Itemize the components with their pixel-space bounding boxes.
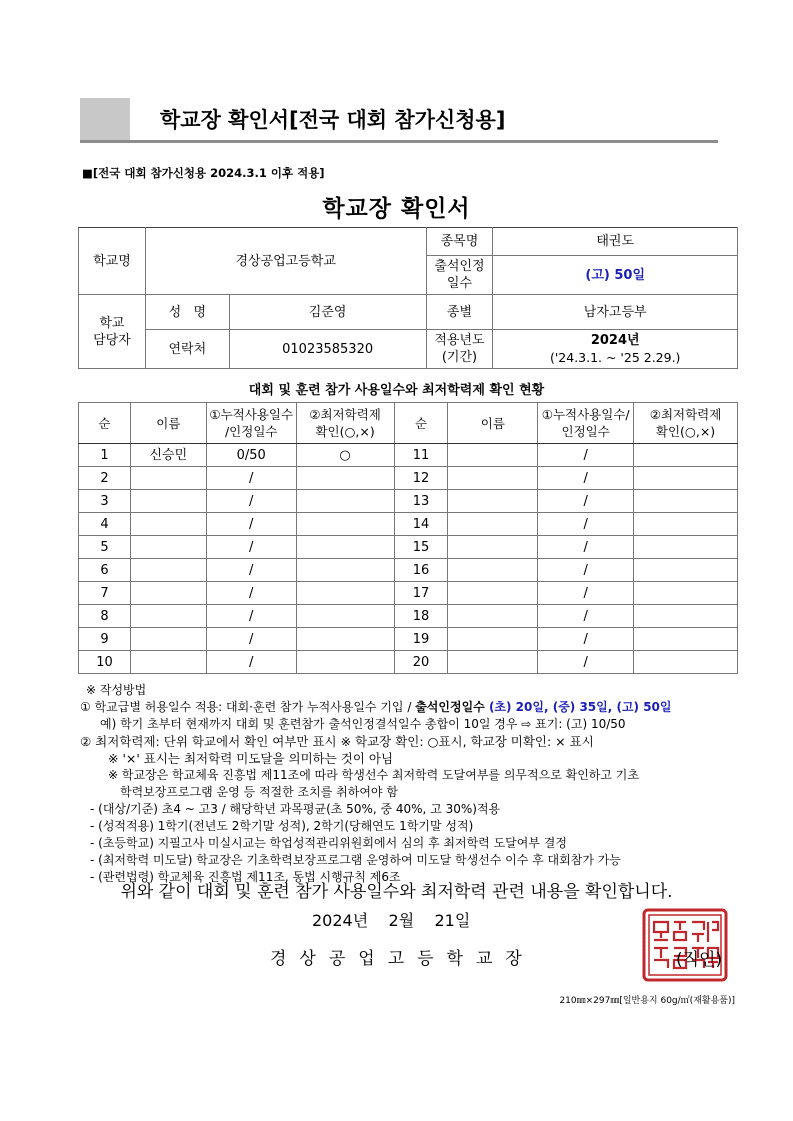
row-used-right: /	[538, 605, 634, 628]
date-text: 2024년 2월 21일	[312, 911, 471, 930]
row-used-right: /	[538, 467, 634, 490]
row-used: /	[206, 651, 296, 674]
note-d1: - (대상/기준) 초4 ~ 고3 / 해당학년 과목평균(초 50%, 중 40%, 고 30%)적용	[90, 802, 501, 816]
event-value: 태권도	[493, 228, 738, 256]
table-row	[79, 490, 738, 513]
row-min-right	[634, 605, 738, 628]
row-min	[296, 513, 394, 536]
attend-label: 출석인정 일수	[426, 256, 493, 295]
row-name	[130, 559, 206, 582]
row-name-right	[448, 467, 538, 490]
col-used-right: ①누적사용일수/ 인정일수	[538, 403, 634, 444]
row-used: /	[206, 513, 296, 536]
contact-label: 연락처	[145, 330, 229, 369]
row-no-right: 12	[394, 467, 448, 490]
section-title: 대회 및 훈련 참가 사용일수와 최저학력제 확인 현황	[248, 383, 545, 398]
row-no: 3	[79, 490, 131, 513]
note-1-blue: (초) 20일, (중) 35일, (고) 50일	[488, 700, 672, 714]
table-row	[79, 444, 738, 467]
event-label: 종목명	[426, 228, 493, 256]
year-period: ('24.3.1. ~ '25 2.29.)	[549, 350, 681, 365]
col-no-right: 순	[394, 403, 448, 444]
table-row	[79, 605, 738, 628]
year-value: 2024년	[590, 333, 640, 348]
paper-spec: 210㎜×297㎜[일반용지 60g/㎡(재활용품)]	[559, 996, 735, 1006]
row-no-right: 18	[394, 605, 448, 628]
row-name-right	[448, 559, 538, 582]
row-used: /	[206, 536, 296, 559]
school-label: 학교명	[79, 228, 146, 295]
note-2-b1: ※ 학교장은 학교체육 진흥법 제11조에 따라 학생선수 최저학력 도달여부를 의무적으로 확인하고 기초	[108, 768, 639, 782]
row-no-right: 13	[394, 490, 448, 513]
row-name-right	[448, 444, 538, 467]
row-name-right	[448, 490, 538, 513]
row-no-right: 15	[394, 536, 448, 559]
row-no: 10	[79, 651, 131, 674]
row-name-right	[448, 536, 538, 559]
row-min	[296, 536, 394, 559]
row-min-right	[634, 536, 738, 559]
table-row	[79, 513, 738, 536]
row-min-right	[634, 490, 738, 513]
col-used: ①누적사용일수 /인정일수	[206, 403, 296, 444]
table-row	[79, 536, 738, 559]
row-used: /	[206, 467, 296, 490]
row-used-right: /	[538, 490, 634, 513]
row-name-right	[448, 651, 538, 674]
row-name-right	[448, 582, 538, 605]
row-min-right	[634, 628, 738, 651]
year-label: 적용년도 (기간)	[426, 330, 493, 369]
manager-label: 학교 담당자	[79, 295, 146, 369]
note-1-example: 예) 학기 초부터 현재까지 대회 및 훈련참가 출석인정결석일수 총합이 10일 경우 ⇨ 표기: (고) 10/50	[100, 717, 626, 731]
note-2: ② 최저학력제: 단위 학교에서 확인 여부만 표시 ※ 학교장 확인: ○표시, 학교장 미확인: × 표시	[80, 734, 594, 749]
row-min	[296, 582, 394, 605]
name-label: 성 명	[145, 295, 229, 330]
row-name	[130, 513, 206, 536]
row-name-right	[448, 513, 538, 536]
instructions	[80, 682, 740, 886]
row-min	[296, 467, 394, 490]
row-min-right	[634, 513, 738, 536]
note-2-b2: 학력보장프로그램 운영 등 적절한 조치를 취하여야 함	[120, 785, 398, 799]
row-no-right: 17	[394, 582, 448, 605]
row-min-right	[634, 467, 738, 490]
row-used-right: /	[538, 536, 634, 559]
row-no-right: 14	[394, 513, 448, 536]
row-used-right: /	[538, 651, 634, 674]
row-used: /	[206, 559, 296, 582]
row-used: /	[206, 582, 296, 605]
row-name-right	[448, 628, 538, 651]
col-name: 이름	[130, 403, 206, 444]
note-1-text: ① 학교급별 허용일수 적용: 대회·훈련 참가 누적사용일수 기입 /	[80, 700, 416, 714]
row-no: 8	[79, 605, 131, 628]
name-value: 김준영	[229, 295, 426, 330]
row-name-right	[448, 605, 538, 628]
header-rule	[80, 140, 718, 143]
table-row	[79, 651, 738, 674]
row-name	[130, 467, 206, 490]
note-1	[80, 699, 740, 716]
contact-value: 01023585320	[229, 330, 426, 369]
row-min	[296, 628, 394, 651]
row-min	[296, 605, 394, 628]
usage-table	[78, 402, 738, 674]
row-name	[130, 582, 206, 605]
form-tag: ■[전국 대회 참가신청용 2024.3.1 이후 적용]	[82, 166, 325, 180]
row-name	[130, 536, 206, 559]
row-min	[296, 490, 394, 513]
row-used-right: /	[538, 444, 634, 467]
note-1-bold: 출석인정일수	[415, 700, 489, 714]
row-no: 4	[79, 513, 131, 536]
col-min: ②최저학력제 확인(○,×)	[296, 403, 394, 444]
category-value: 남자고등부	[493, 295, 738, 330]
notes-title: ※ 작성방법	[86, 683, 147, 697]
row-no: 5	[79, 536, 131, 559]
table-row	[79, 628, 738, 651]
row-min-right	[634, 582, 738, 605]
year-cell	[493, 330, 738, 369]
row-no: 6	[79, 559, 131, 582]
col-no: 순	[79, 403, 131, 444]
confirm-text: 위와 같이 대회 및 훈련 참가 사용일수와 최저학력 관련 내용을 확인합니다.	[120, 882, 673, 902]
row-no: 7	[79, 582, 131, 605]
row-used: /	[206, 605, 296, 628]
table-row	[79, 559, 738, 582]
row-used-right: /	[538, 513, 634, 536]
row-name	[130, 490, 206, 513]
row-min-right	[634, 444, 738, 467]
seal-label: (직인)	[676, 950, 723, 970]
row-name	[130, 628, 206, 651]
row-no: 1	[79, 444, 131, 467]
row-used: /	[206, 490, 296, 513]
note-2-a: ※ '×' 표시는 최저학력 미도달을 의미하는 것이 아님	[108, 751, 394, 766]
row-name	[130, 605, 206, 628]
note-d2: - (성적적용) 1학기(전년도 2학기말 성적), 2학기(당해연도 1학기말 성적)	[90, 819, 474, 833]
row-no: 2	[79, 467, 131, 490]
document-title: 학교장 확인서	[322, 196, 471, 222]
col-name-right: 이름	[448, 403, 538, 444]
row-no-right: 11	[394, 444, 448, 467]
row-used: 0/50	[206, 444, 296, 467]
note-d5: - (관련법령) 학교체육 진흥법 제11조, 동법 시행규칙 제6조	[90, 870, 401, 884]
row-min	[296, 651, 394, 674]
header-gray-block	[80, 98, 130, 140]
header-title: 학교장 확인서[전국 대회 참가신청용]	[160, 108, 506, 132]
row-no-right: 19	[394, 628, 448, 651]
row-no: 9	[79, 628, 131, 651]
attend-value: (고) 50일	[493, 256, 738, 295]
row-used-right: /	[538, 582, 634, 605]
row-min: ○	[296, 444, 394, 467]
row-min	[296, 559, 394, 582]
row-min-right	[634, 559, 738, 582]
row-used-right: /	[538, 559, 634, 582]
table-row	[79, 467, 738, 490]
row-used: /	[206, 628, 296, 651]
note-d4: - (최저학력 미도달) 학교장은 기초학력보장프로그램 운영하여 미도달 학생선수 이수 후 대회참가 가능	[90, 853, 621, 867]
row-used-right: /	[538, 628, 634, 651]
row-no-right: 20	[394, 651, 448, 674]
row-name	[130, 651, 206, 674]
col-min-right: ②최저학력제 확인(○,×)	[634, 403, 738, 444]
category-label: 종별	[426, 295, 493, 330]
row-min-right	[634, 651, 738, 674]
table-row	[79, 582, 738, 605]
school-value: 경상공업고등학교	[145, 228, 426, 295]
row-no-right: 16	[394, 559, 448, 582]
row-name: 신승민	[130, 444, 206, 467]
note-d3: - (초등학교) 지필고사 미실시교는 학업성적관리위원회에서 심의 후 최저학력 도달여부 결정	[90, 836, 567, 850]
info-table	[78, 227, 738, 369]
principal-name: 경상공업고등학교장	[270, 949, 535, 969]
